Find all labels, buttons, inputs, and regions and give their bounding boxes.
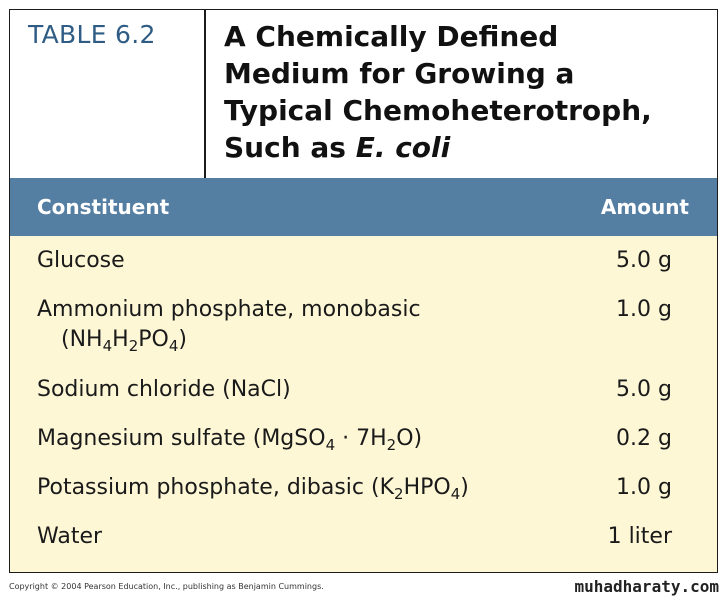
table-header-row bbox=[10, 178, 717, 236]
row-constituent: Sodium chloride (NaCl) bbox=[37, 377, 291, 402]
table-number: TABLE 6.2 bbox=[28, 20, 156, 49]
row-amount: 5.0 g bbox=[616, 377, 672, 402]
copyright-notice: Copyright © 2004 Pearson Education, Inc., publishing as Benjamin Cummings. bbox=[9, 582, 324, 591]
row-amount: 0.2 g bbox=[616, 426, 672, 451]
row-constituent-line-1: Ammonium phosphate, monobasic bbox=[37, 297, 421, 322]
row-constituent: Magnesium sulfate (MgSO$_4$ · $7H_2O$) bbox=[37, 426, 423, 454]
row-constituent: Water bbox=[37, 524, 103, 549]
title-organism: E. coli bbox=[355, 131, 451, 164]
title-divider bbox=[204, 10, 206, 178]
title-line-4-prefix: Such as bbox=[224, 131, 356, 164]
row-amount: 1.0 g bbox=[616, 297, 672, 322]
row-constituent: Glucose bbox=[37, 248, 125, 273]
row-constituent-line-2: $(NH_4H_2PO_4)$ bbox=[61, 327, 187, 355]
title-block bbox=[10, 10, 717, 179]
header-amount: Amount bbox=[600, 195, 689, 219]
title-line-2: Medium for Growing a bbox=[224, 57, 575, 90]
header-constituent: Constituent bbox=[37, 195, 170, 219]
title-line-1: A Chemically Defined bbox=[224, 20, 559, 53]
watermark: muhadharaty.com bbox=[574, 577, 719, 596]
row-amount: 5.0 g bbox=[616, 248, 672, 273]
table-title bbox=[224, 18, 704, 166]
title-line-3: Typical Chemoheterotroph, bbox=[224, 94, 652, 127]
table-frame bbox=[9, 9, 718, 573]
row-constituent bbox=[37, 295, 421, 355]
row-amount: 1.0 g bbox=[616, 475, 672, 500]
row-amount: 1 liter bbox=[607, 524, 672, 549]
title-line-4 bbox=[224, 129, 704, 166]
row-constituent: Potassium phosphate, dibasic $(K_2HPO_4)$ bbox=[37, 475, 469, 503]
